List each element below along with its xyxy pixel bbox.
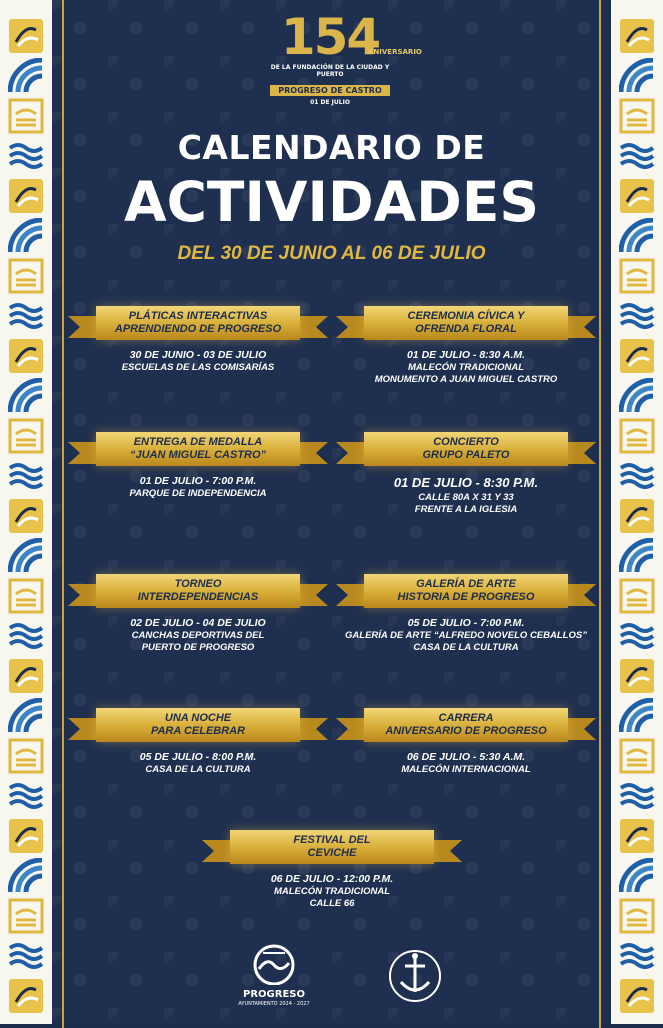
event-title: OFRENDA FLORAL (415, 323, 517, 335)
decorative-tile (8, 58, 44, 94)
decorative-tile (8, 698, 44, 734)
sun-sea-icon (8, 738, 44, 774)
event-card (68, 704, 328, 776)
event-location: MALECÓN INTERNACIONAL (401, 764, 531, 775)
event-ribbon (336, 302, 596, 346)
sun-sea-icon (8, 978, 44, 1014)
event-ribbon (68, 704, 328, 748)
decorative-tile (619, 378, 655, 414)
title-line-1: CALENDARIO DE (177, 128, 486, 167)
decorative-tile (8, 738, 44, 774)
event-details (336, 750, 596, 776)
event-ribbon (68, 302, 328, 346)
ribbon-band (96, 432, 300, 466)
event-card (68, 302, 328, 374)
event-location: CALLE 80A X 31 Y 33 (418, 492, 514, 503)
event-details (68, 750, 328, 776)
sun-sea-icon (8, 658, 44, 694)
event-card (336, 428, 596, 516)
sun-sea-icon (619, 498, 655, 534)
anniversary-logo (260, 8, 422, 106)
event-date-time: 01 DE JULIO - 8:30 A.M. (406, 349, 526, 361)
waves-icon (8, 938, 44, 974)
sun-sea-icon (619, 18, 655, 54)
decorative-tile (619, 418, 655, 454)
date-range-subtitle: DEL 30 DE JUNIO AL 06 DE JULIO (177, 243, 486, 264)
wave-arc-icon (8, 698, 44, 734)
decorative-tile (619, 18, 655, 54)
decorative-tile (8, 18, 44, 54)
ribbon-band (96, 708, 300, 742)
event-date-time: 02 DE JULIO - 04 DE JULIO (130, 617, 266, 629)
event-card (336, 704, 596, 776)
decorative-tile (8, 458, 44, 494)
decorative-tile (8, 538, 44, 574)
event-title: APRENDIENDO DE PROGRESO (114, 323, 282, 335)
event-location: CASA DE LA CULTURA (413, 642, 519, 653)
anniversary-line: DE LA FUNDACIÓN DE LA CIUDAD Y PUERTO (270, 64, 390, 78)
decorative-tile (8, 818, 44, 854)
ribbon-band (96, 574, 300, 608)
decorative-tile (619, 978, 655, 1014)
event-date-time: 01 DE JULIO - 8:30 P.M. (393, 475, 539, 490)
decorative-tile (8, 378, 44, 414)
anniversary-label: ANIVERSARIO (368, 48, 422, 56)
ribbon-band (364, 708, 568, 742)
event-location: FRENTE A LA IGLESIA (414, 504, 518, 515)
progreso-emblem-icon (249, 943, 299, 985)
sun-sea-icon (619, 818, 655, 854)
waves-icon (8, 778, 44, 814)
sun-sea-icon (8, 418, 44, 454)
event-title: INTERDEPENDENCIAS (137, 591, 259, 603)
event-location: MALECÓN TRADICIONAL (407, 362, 525, 373)
decorative-tile (619, 898, 655, 934)
decorative-tile (8, 498, 44, 534)
decorative-tile (619, 818, 655, 854)
event-title: UNA NOCHE (164, 712, 232, 724)
event-title: ANIVERSARIO DE PROGRESO (385, 725, 547, 737)
event-title: TORNEO (174, 578, 222, 590)
event-date-time: 06 DE JULIO - 12:00 P.M. (270, 873, 394, 885)
decorative-tile (8, 618, 44, 654)
event-ribbon (336, 570, 596, 614)
wave-arc-icon (8, 858, 44, 894)
event-card (336, 570, 596, 654)
event-details (68, 474, 328, 500)
event-date-time: 06 DE JULIO - 5:30 A.M. (406, 751, 526, 763)
waves-icon (619, 458, 655, 494)
event-ribbon (336, 704, 596, 748)
event-details (68, 616, 328, 654)
decorative-tile (8, 298, 44, 334)
event-date-time: 05 DE JULIO - 7:00 P.M. (407, 617, 525, 629)
sun-sea-icon (8, 498, 44, 534)
sun-sea-icon (8, 898, 44, 934)
ribbon-band (96, 306, 300, 340)
event-date-time: 05 DE JULIO - 8:00 P.M. (139, 751, 257, 763)
decorative-tile (619, 938, 655, 974)
anchor-seal-icon (387, 948, 443, 1004)
municipal-seal (385, 948, 445, 1008)
event-card (68, 428, 328, 500)
decorative-tile (8, 898, 44, 934)
event-date-time: 01 DE JULIO - 7:00 P.M. (139, 475, 257, 487)
decorative-tile (8, 578, 44, 614)
decorative-tile (8, 778, 44, 814)
decorative-tile (619, 698, 655, 734)
wave-arc-icon (8, 378, 44, 414)
event-location: PARQUE DE INDEPENDENCIA (129, 488, 267, 499)
waves-icon (8, 618, 44, 654)
event-title: CEVICHE (307, 847, 357, 859)
event-location: MALECÓN TRADICIONAL (273, 886, 391, 897)
event-card (68, 570, 328, 654)
wave-arc-icon (619, 538, 655, 574)
wave-arc-icon (8, 538, 44, 574)
sun-sea-icon (8, 818, 44, 854)
event-date-time: 30 DE JUNIO - 03 DE JULIO (129, 349, 267, 361)
waves-icon (8, 458, 44, 494)
ribbon-band (364, 432, 568, 466)
event-title: CONCIERTO (433, 436, 499, 448)
event-ribbon (68, 570, 328, 614)
event-location: PUERTO DE PROGRESO (141, 642, 255, 653)
event-title: PLÁTICAS INTERACTIVAS (128, 310, 268, 322)
event-title: “JUAN MIGUEL CASTRO” (129, 449, 267, 461)
event-title: CARRERA (438, 712, 494, 724)
decorative-tile (619, 58, 655, 94)
wave-arc-icon (8, 58, 44, 94)
sun-sea-icon (619, 738, 655, 774)
decorative-tile (8, 658, 44, 694)
sun-sea-icon (619, 338, 655, 374)
wave-arc-icon (619, 58, 655, 94)
decorative-tile (8, 938, 44, 974)
event-details (68, 348, 328, 374)
sun-sea-icon (8, 578, 44, 614)
event-card (202, 826, 462, 910)
event-title: CEREMONIA CÍVICA Y (407, 310, 525, 322)
waves-icon (619, 618, 655, 654)
event-details (336, 474, 596, 516)
event-location: ESCUELAS DE LAS COMISARÍAS (121, 362, 275, 373)
decorative-tile (8, 338, 44, 374)
decorative-tile (619, 658, 655, 694)
event-details (336, 616, 596, 654)
waves-icon (619, 298, 655, 334)
sun-sea-icon (619, 418, 655, 454)
sun-sea-icon (619, 978, 655, 1014)
decorative-tile (619, 778, 655, 814)
decorative-tile (619, 458, 655, 494)
sun-sea-icon (8, 18, 44, 54)
sun-sea-icon (619, 898, 655, 934)
event-location: MONUMENTO A JUAN MIGUEL CASTRO (374, 374, 558, 385)
decorative-tile (619, 498, 655, 534)
decorative-tile (619, 738, 655, 774)
anniversary-date: 01 DE JULIO (310, 99, 350, 106)
event-title: PARA CELEBRAR (150, 725, 246, 737)
event-location: GALERÍA DE ARTE “ALFREDO NOVELO CEBALLOS” (345, 630, 587, 641)
event-title: ENTREGA DE MEDALLA (133, 436, 263, 448)
waves-icon (8, 298, 44, 334)
title-line-2: ACTIVIDADES (124, 170, 539, 234)
event-title: GALERÍA DE ARTE (416, 578, 516, 590)
event-ribbon (68, 428, 328, 472)
decorative-tile (619, 338, 655, 374)
ribbon-band (364, 306, 568, 340)
wave-arc-icon (619, 378, 655, 414)
decorative-tile (619, 618, 655, 654)
event-location: CALLE 66 (309, 898, 355, 909)
waves-icon (619, 778, 655, 814)
decorative-tile (619, 578, 655, 614)
progreso-logo-word: PROGRESO (243, 989, 305, 1000)
event-details (336, 348, 596, 386)
event-ribbon (202, 826, 462, 870)
sun-sea-icon (619, 658, 655, 694)
progreso-logo (236, 943, 312, 1008)
event-location: CANCHAS DEPORTIVAS DEL (131, 630, 265, 641)
event-title: FESTIVAL DEL (293, 834, 371, 846)
progreso-logo-sub: AYUNTAMIENTO 2024 - 2027 (238, 1001, 310, 1007)
event-card (336, 302, 596, 386)
sun-sea-icon (8, 338, 44, 374)
ribbon-band (364, 574, 568, 608)
event-ribbon (336, 428, 596, 472)
sun-sea-icon (619, 578, 655, 614)
anniversary-plate: PROGRESO DE CASTRO (270, 85, 390, 96)
decorative-tile (8, 418, 44, 454)
ribbon-band (230, 830, 434, 864)
decorative-tile (8, 858, 44, 894)
wave-arc-icon (619, 858, 655, 894)
decorative-tile (619, 538, 655, 574)
event-location: CASA DE LA CULTURA (145, 764, 251, 775)
decorative-tile (619, 298, 655, 334)
event-title: GRUPO PALETO (422, 449, 510, 461)
waves-icon (619, 938, 655, 974)
decorative-tile (619, 858, 655, 894)
wave-arc-icon (619, 698, 655, 734)
event-title: HISTORIA DE PROGRESO (397, 591, 535, 603)
event-details (202, 872, 462, 910)
decorative-tile (8, 978, 44, 1014)
anniversary-number: 154 (280, 8, 380, 66)
